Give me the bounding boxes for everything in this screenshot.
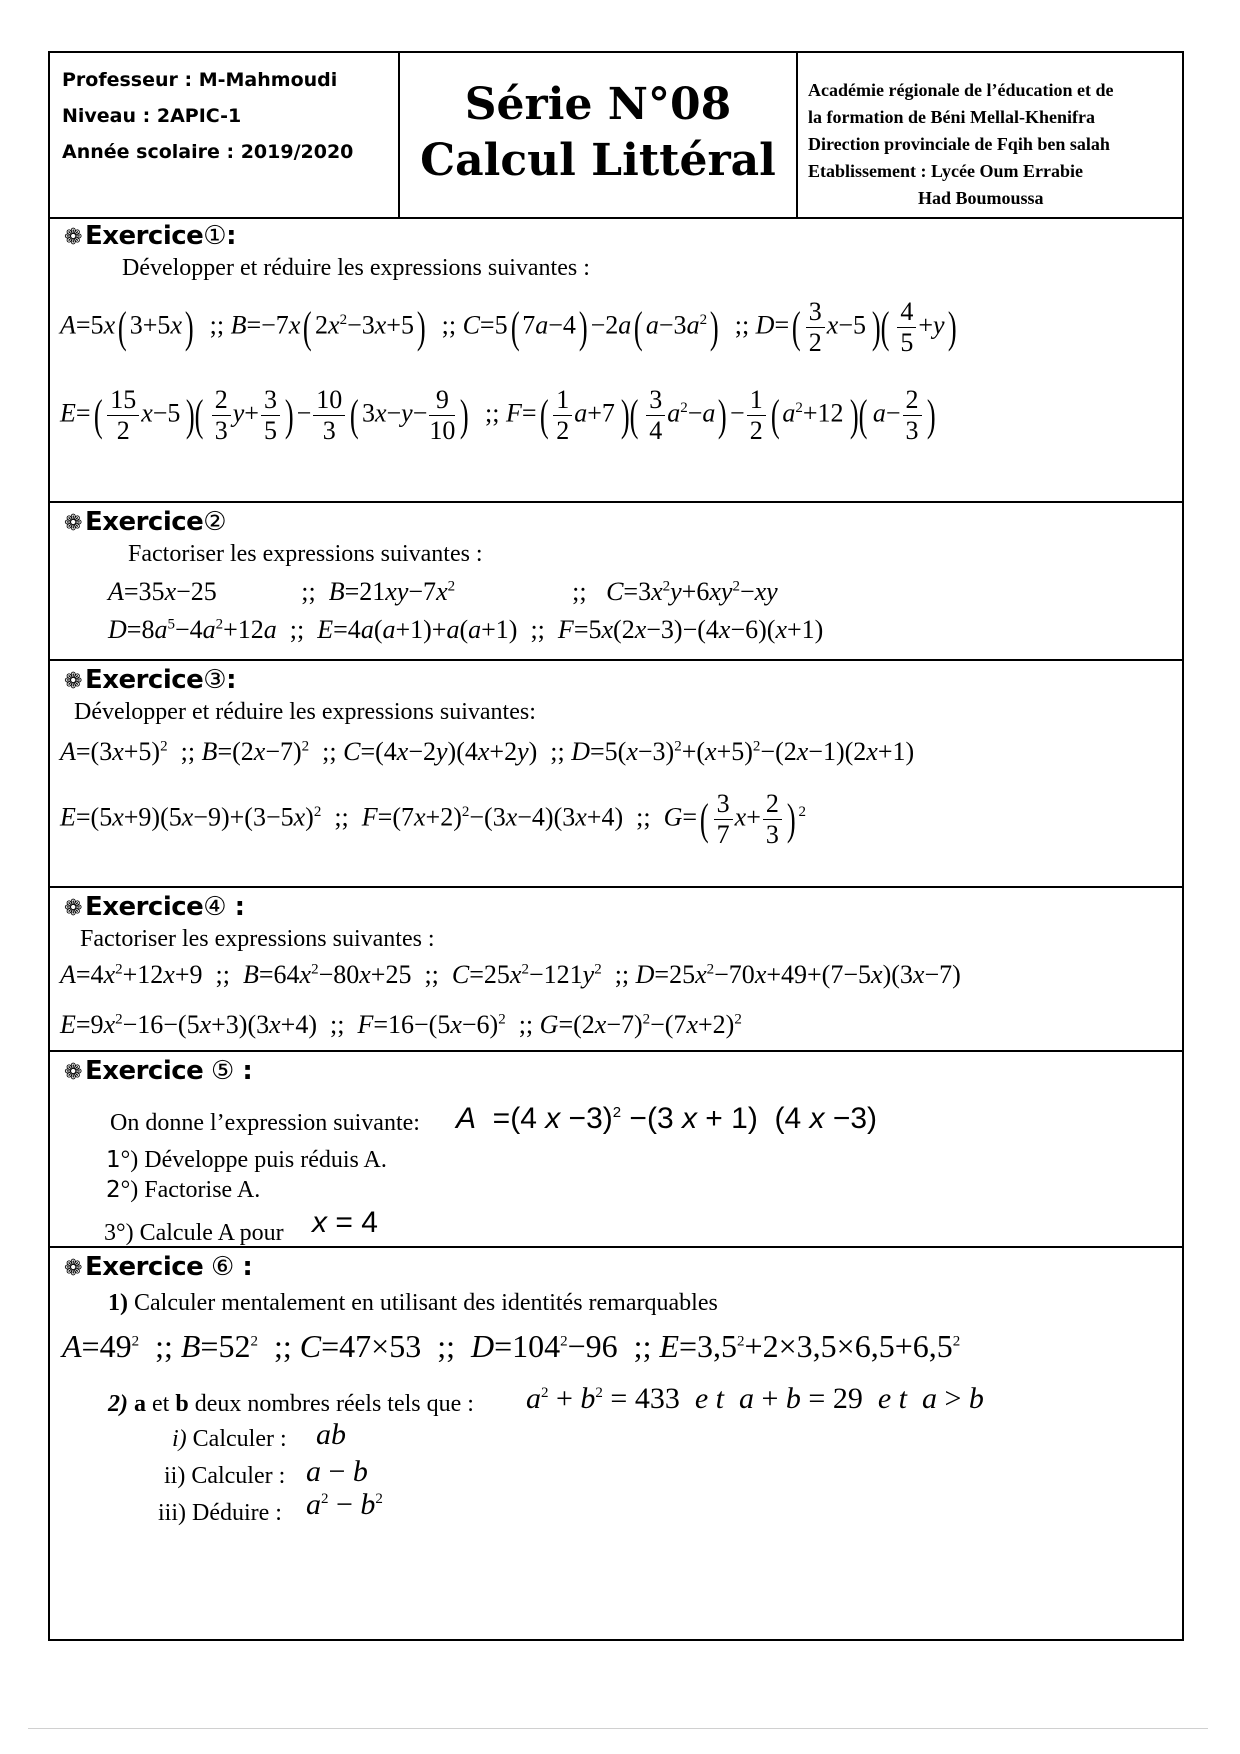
exercise-1: [50, 217, 1182, 503]
math-expression: E=( $\frac{15}{2}$ x−5 )( $\frac{2}{3}$ y+ $\frac{3}{5}$ ) − $\frac{10}{3}$ ( 3x−y− $\frac{9}{10}$ ) ;; F=( $\frac{1}{2}$ a+7 )( $\frac{3}{4}$ $a^2-a$) − $\frac{1}{2}$ ( $a^2+12$ )( a− $\frac{2}{3}$ ): [60, 385, 936, 445]
math-expression: $D=8a^5-4a^2+12a$ ;; E=4a(a+1)+a(a+1) ;; F=5x(2x−3)−(4x−6)(x+1): [108, 615, 824, 644]
math-expression: A=5x( 3+5x) ;; B=−7x( $2x^2-3x+5$) ;; C=5( 7a−4) −2a( $a-3a^2$) ;; D=( $\frac{3}{2}$ x−5 )( $\frac{4}{5}$ +y): [60, 297, 957, 357]
math-expression: $a^2 + b^2 = 433$ e t a + b = 29 e t a > b: [526, 1382, 984, 1415]
exercise-6: [50, 1248, 1182, 1641]
math-expression: $E=9x^2-16-(5x+3)(3x+4)$ ;; $F=16-(5x-6)^2$ ;; $G=(2x-7)^2-(7x+2)^2$: [60, 1010, 742, 1039]
exercise-6-sub-iii: iii) Déduire :: [158, 1500, 282, 1526]
exercise-6-question-1: 1) Calculer mentalement en utilisant des identités remarquables: [108, 1290, 718, 1316]
exercise-3-title: ❁ Exercice③:: [64, 665, 237, 695]
math-expression: a − b: [306, 1455, 368, 1488]
exercise-1-instruction: Développer et réduire les expressions suivantes :: [122, 255, 590, 281]
math-expression: $a^2 - b^2$: [306, 1488, 383, 1521]
exercise-4-title: ❁ Exercice④ :: [64, 892, 245, 922]
flower-icon: ❁: [64, 1256, 82, 1281]
exercise-5-intro: On donne l’expression suivante:: [110, 1110, 420, 1136]
flower-icon: ❁: [64, 1060, 82, 1085]
math-expression: $E=(5x+9)(5x-9)+(3-5x)^2$ ;; $F=(7x+2)^2-(3x-4)(3x+4)$ ;; G=( $\frac{3}{7}$ x+ $\frac{2}{3}$ ) $^2$: [60, 789, 807, 849]
exercise-3: [50, 661, 1182, 888]
math-expression: $A=49^2$ ;; $B=52^2$ ;; C=47×53 ;; $D=104^2-96$ ;; $E=3,5^2+2\times 3,5\times 6,5+6,5^2$: [62, 1328, 961, 1364]
school-year: Année scolaire : 2019/2020: [62, 141, 354, 163]
exercise-2-instruction: Factoriser les expressions suivantes :: [128, 541, 483, 567]
teacher-info: [50, 53, 400, 217]
academy-line: Etablissement : Lycée Oum Errabie: [808, 161, 1083, 181]
level: Niveau : 2APIC-1: [62, 105, 242, 127]
academy-line: Académie régionale de l’éducation et de: [808, 80, 1114, 100]
academy-line: Direction provinciale de Fqih ben salah: [808, 134, 1110, 154]
flower-icon: ❁: [64, 511, 82, 536]
academy-line: la formation de Béni Mellal-Khenifra: [808, 107, 1095, 127]
flower-icon: ❁: [64, 896, 82, 921]
math-expression: ab: [316, 1418, 346, 1451]
exercise-6-sub-i: i) Calculer :: [172, 1426, 287, 1452]
flower-icon: ❁: [64, 225, 82, 250]
exercise-6-sub-ii: ii) Calculer :: [164, 1463, 286, 1489]
chapter-title: Calcul Littéral: [420, 135, 776, 186]
math-expression: x = 4: [312, 1206, 378, 1239]
exercise-4: [50, 888, 1182, 1052]
exercise-5-question-3: 3°) Calcule A pour: [104, 1220, 284, 1246]
exercise-5-question-1: 1°) Développe puis réduis A.: [106, 1147, 387, 1173]
academy-info: [798, 53, 1182, 217]
exercise-2-title: ❁ Exercice②: [64, 507, 227, 537]
math-expression: A =(4 x −3)$^2$ −(3 x + 1) (4 x −3): [456, 1102, 878, 1135]
teacher-name: Professeur : M-Mahmoudi: [62, 69, 338, 91]
series-title: Série N°08: [464, 79, 732, 130]
academy-line: Had Boumoussa: [918, 188, 1044, 208]
exercise-4-instruction: Factoriser les expressions suivantes :: [80, 926, 435, 952]
exercise-2: [50, 503, 1182, 661]
exercise-5-question-2: 2°) Factorise A.: [106, 1177, 261, 1203]
exercise-1-title: ❁ Exercice①:: [64, 221, 237, 251]
title-block: [400, 53, 798, 217]
exercise-5: [50, 1052, 1182, 1248]
math-expression: A=35x−25 ;; $B=21xy-7x^2$ ;; $C=3x^2y+6xy^2-xy$: [108, 577, 778, 606]
flower-icon: ❁: [64, 669, 82, 694]
worksheet: [48, 51, 1184, 1641]
exercise-5-title: ❁ Exercice ⑤ :: [64, 1056, 253, 1086]
exercise-3-instruction: Développer et réduire les expressions suivantes:: [74, 699, 536, 725]
page-divider: [28, 1728, 1208, 1729]
exercise-6-question-2: 2) a et b deux nombres réels tels que :: [108, 1391, 474, 1417]
exercise-6-title: ❁ Exercice ⑥ :: [64, 1252, 253, 1282]
math-expression: $A=(3x+5)^2$ ;; $B=(2x-7)^2$ ;; C=(4x−2y)(4x+2y) ;; $D=5(x-3)^2+(x+5)^2-(2x-1)(2x+1)$: [60, 737, 915, 766]
header: [50, 53, 1182, 219]
math-expression: $A=4x^2+12x+9$ ;; $B=64x^2-80x+25$ ;; $C=25x^2-121y^2$ ;; $D=25x^2-70x+49+(7-5x)(3x-7)$: [60, 960, 961, 989]
